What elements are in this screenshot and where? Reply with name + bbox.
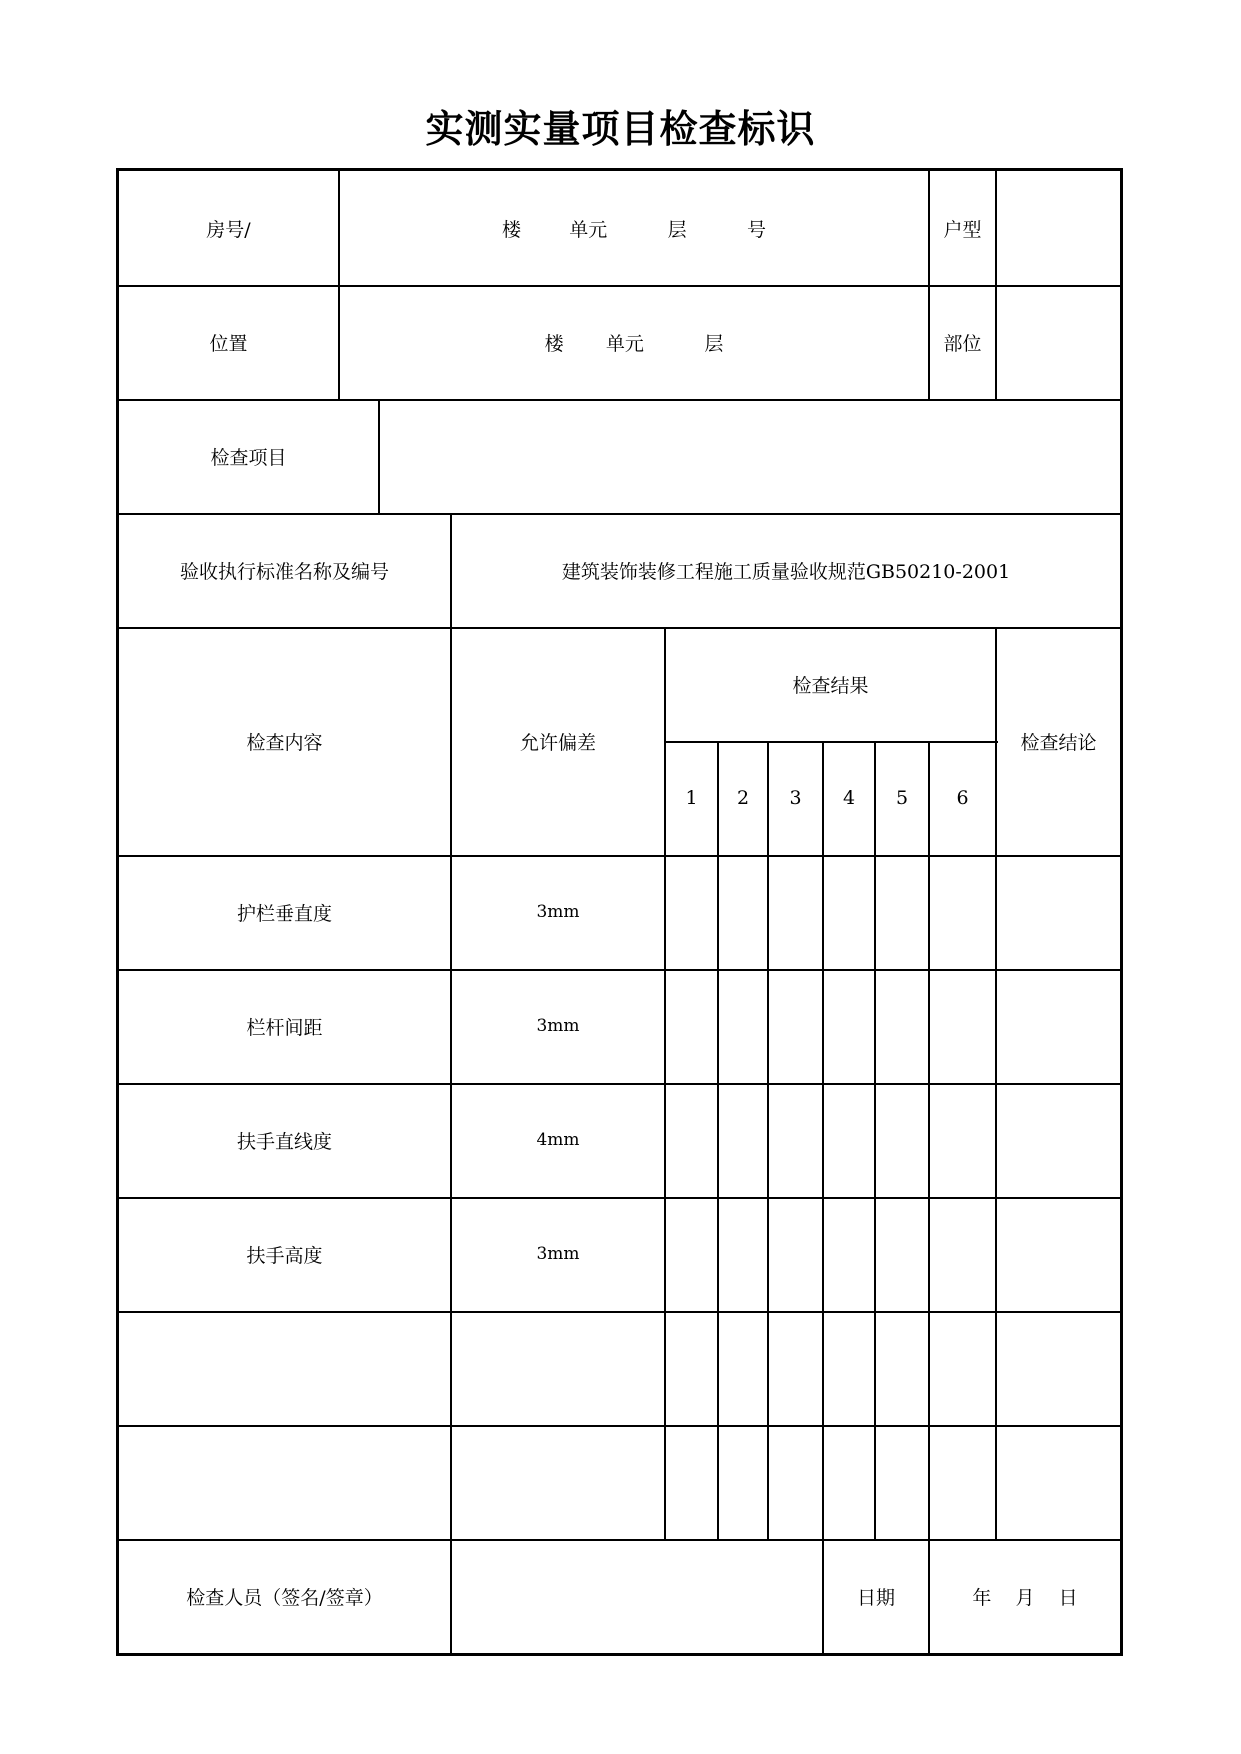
result-col-header: 1 <box>685 787 698 809</box>
row-content: 栏杆间距 <box>246 1016 323 1039</box>
inspection-item-field[interactable] <box>380 399 1120 513</box>
inspector-signature-field[interactable] <box>452 1539 822 1653</box>
col-divider <box>874 741 876 1539</box>
row-tolerance: 4mm <box>536 1130 580 1150</box>
row-tolerance[interactable] <box>452 1425 664 1539</box>
room-number-label: 房号/ <box>206 218 251 241</box>
position-label: 位置 <box>209 332 248 355</box>
result-col-header: 5 <box>895 787 909 809</box>
row-content: 扶手直线度 <box>236 1130 332 1153</box>
col-divider <box>767 741 769 1539</box>
row-content[interactable] <box>119 1311 450 1425</box>
row-content: 扶手高度 <box>246 1244 323 1267</box>
room-number-field[interactable]: 楼 单元 层 号 <box>501 218 767 241</box>
result-col-header: 3 <box>789 787 802 809</box>
row-tolerance[interactable] <box>452 1311 664 1425</box>
row-content[interactable] <box>119 1425 450 1539</box>
unit-type-field[interactable] <box>997 171 1120 285</box>
row-tolerance: 3mm <box>536 1244 580 1264</box>
inspection-form-table <box>116 168 1123 1656</box>
conclusion-header: 检查结论 <box>1020 731 1097 754</box>
row-tolerance: 3mm <box>536 902 580 922</box>
part-label: 部位 <box>943 332 982 355</box>
standard-value: 建筑装饰装修工程施工质量验收规范GB50210-2001 <box>561 560 1011 583</box>
inspection-content-header: 检查内容 <box>246 731 323 754</box>
tolerance-header: 允许偏差 <box>519 731 596 754</box>
result-header: 检查结果 <box>792 674 869 697</box>
unit-type-label: 户型 <box>943 218 982 241</box>
position-field[interactable]: 楼 单元 层 <box>544 332 724 355</box>
result-col-header: 4 <box>842 787 856 809</box>
date-field[interactable]: 年 月 日 <box>972 1586 1078 1609</box>
standard-label: 验收执行标准名称及编号 <box>179 560 389 583</box>
col-divider <box>928 741 930 1653</box>
row-tolerance: 3mm <box>536 1016 580 1036</box>
col-divider <box>717 741 719 1539</box>
col-divider <box>822 741 824 1653</box>
result-col-header: 6 <box>956 787 969 809</box>
inspection-item-label: 检查项目 <box>210 446 287 469</box>
page-title: 实测实量项目检查标识 <box>425 107 816 151</box>
date-label: 日期 <box>856 1586 895 1609</box>
row-content: 护栏垂直度 <box>236 902 332 925</box>
part-field[interactable] <box>997 285 1120 399</box>
inspector-label: 检查人员（签名/签章） <box>186 1586 383 1609</box>
result-col-header: 2 <box>736 787 750 809</box>
